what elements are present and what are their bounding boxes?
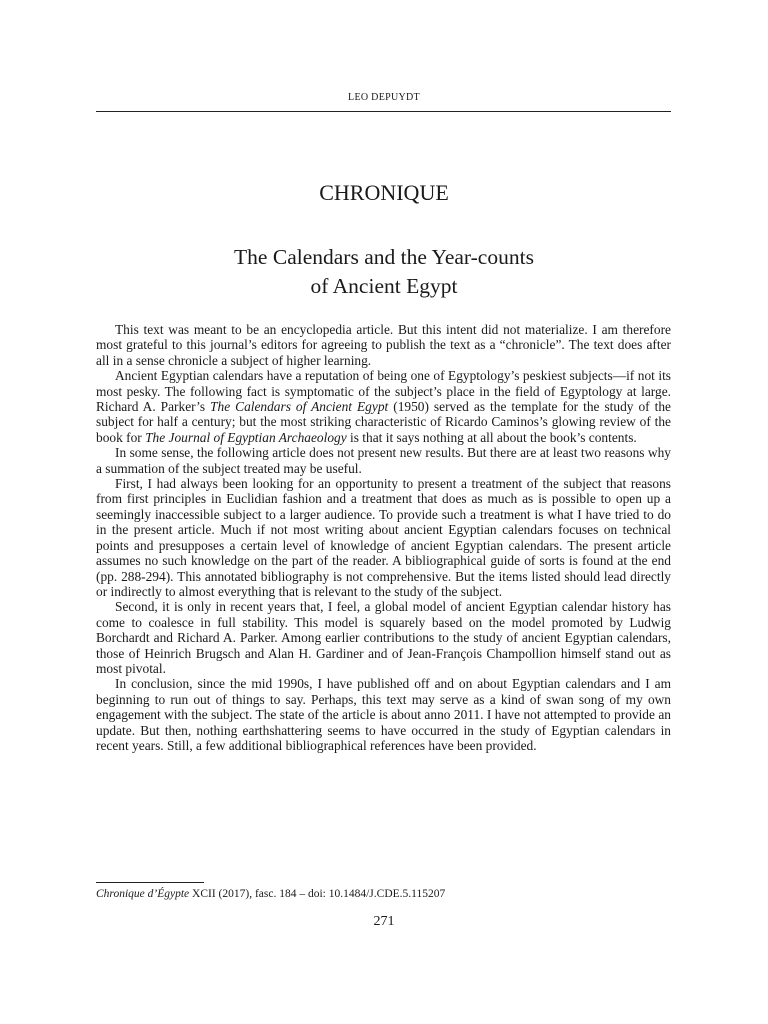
paragraph-text: In some sense, the following article does not present new results. But there are at least two reasons why a summation of the subject treated may be useful. xyxy=(96,445,671,476)
footnote-journal: Chronique d’Égypte xyxy=(96,888,190,900)
italic-title: The Calendars of Ancient Egypt xyxy=(210,399,389,415)
footnote xyxy=(96,887,671,901)
italic-title: The Journal of Egyptian Archaeology xyxy=(145,429,347,445)
running-head: LEO DEPUYDT xyxy=(348,92,420,103)
page-number: 271 xyxy=(373,914,395,929)
paragraph-text: First, I had always been looking for an opportunity to present a treatment of the subject that reasons from first principles in Euclidian fashion and a treatment that does as much as is possible to open up a seemingly inaccessible subject to a larger audience. To provide such a treatment is what I have tried to do in the present article. Much if not most writing about ancient Egyptian calendars focuses on technical points and presupposes a certain level of knowledge of ancient Egyptian calendars. The present article assumes no such knowledge on the part of the reader. A bibliographical guide of sorts is found at the end (pp. 288-294). This annotated bibliography is not comprehensive. But the items listed should lead directly or indirectly to almost everything that is relevant to the study of the subject. xyxy=(96,476,671,599)
paragraph-text: This text was meant to be an encyclopedia article. But this intent did not materialize. I am therefore most grateful to this journal’s editors for agreeing to publish the text as a “chronicle”. The text does after all in a sense chronicle a subject of higher learning. xyxy=(96,322,671,368)
footnote-rule xyxy=(96,882,204,883)
article-title xyxy=(0,243,768,301)
article-body xyxy=(96,322,671,753)
body-paragraph xyxy=(96,322,671,368)
paragraph-text: is that it says nothing at all about the book’s contents. xyxy=(346,429,637,445)
section-title: CHRONIQUE xyxy=(319,180,449,205)
header-rule xyxy=(96,111,671,112)
body-paragraph xyxy=(96,368,671,445)
footnote-citation: XCII (2017), fasc. 184 – doi: 10.1484/J.CDE.5.115207 xyxy=(189,888,446,900)
body-paragraph xyxy=(96,676,671,753)
paragraph-text: In conclusion, since the mid 1990s, I have published off and on about Egyptian calendars and I am beginning to run out of things to say. Perhaps, this text may serve as a kind of swan song of my own engagement with the subject. The state of the article is about anno 2011. I have not attempted to provide an update. But then, nothing earthshattering seems to have occurred in the study of Egyptian calendars in recent years. Still, a few additional bibliographical references have been provided. xyxy=(96,676,671,753)
body-paragraph xyxy=(96,476,671,599)
paragraph-text: Ancient Egyptian calendars have a reputation of being one of Egyptology’s peskiest subjects—if not its most pesky. The following fact is symptomatic of the subject’s place in the field of Egyptology at large. Richard A. Parker’s xyxy=(96,368,671,415)
paragraph-text: (1950) served as the template for the study of the subject for half a century; but the most striking characteristic of Ricardo Caminos’s glowing review of the book for xyxy=(96,399,671,445)
article-title-line-1: The Calendars and the Year-counts xyxy=(234,245,534,269)
body-paragraph xyxy=(96,599,671,676)
article-title-line-2: of Ancient Egypt xyxy=(310,274,458,298)
body-paragraph xyxy=(96,445,671,476)
paragraph-text: Second, it is only in recent years that, I feel, a global model of ancient Egyptian calendar history has come to coalesce in full stability. This model is squarely based on the model promoted by Ludwig Borchardt and Richard A. Parker. Among earlier contributions to the study of ancient Egyptian calendars, those of Heinrich Brugsch and Alan H. Gardiner and of Jean-François Champollion himself stand out as most pivotal. xyxy=(96,599,671,676)
